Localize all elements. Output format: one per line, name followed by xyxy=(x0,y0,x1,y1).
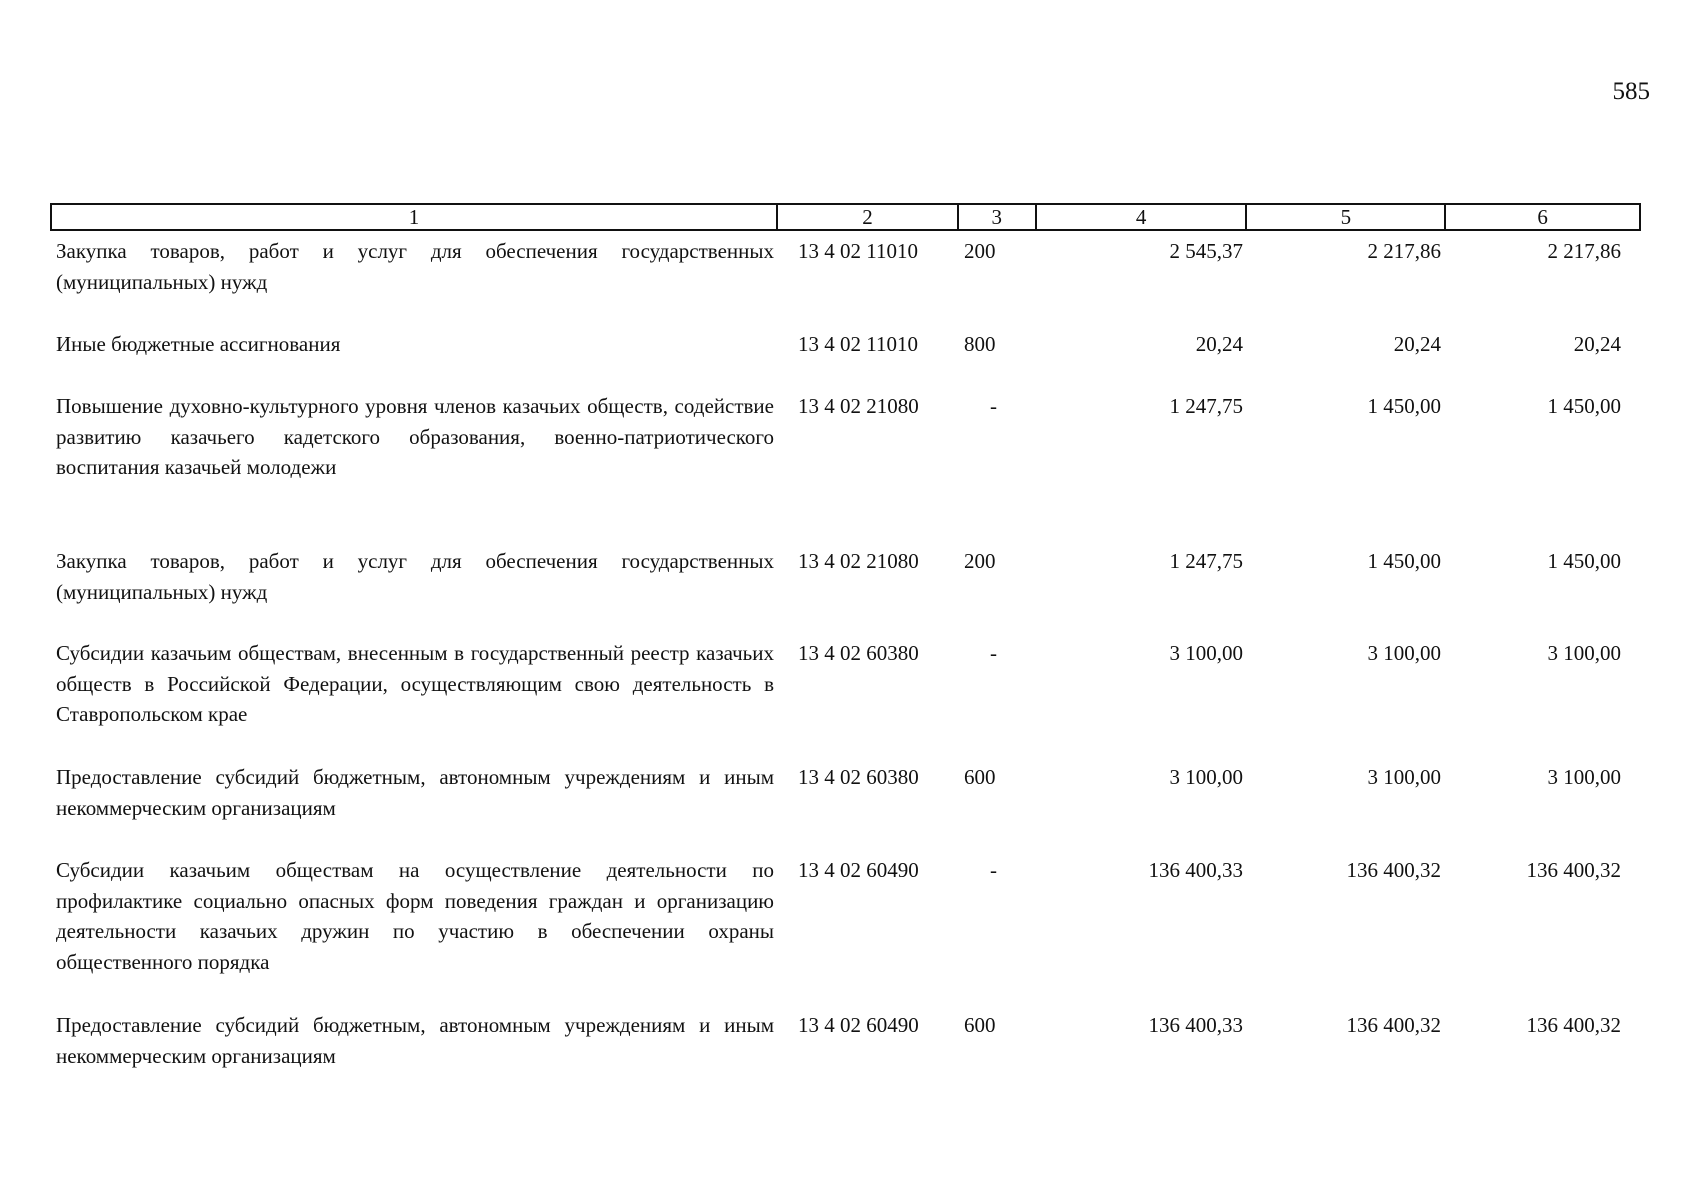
row-code: 13 4 02 60490 xyxy=(798,858,919,882)
row-value-5: 2 217,86 xyxy=(1367,239,1441,263)
row-name: Закупка товаров, работ и услуг для обеспечения государственных (муниципальных) нужд xyxy=(56,549,774,604)
row-type: 600 xyxy=(964,1013,996,1037)
row-name: Предоставление субсидий бюджетным, автономным учреждениям и иным некоммерческим организациям xyxy=(56,1013,774,1068)
row-code: 13 4 02 60380 xyxy=(798,765,919,789)
row-value-6: 136 400,32 xyxy=(1526,858,1621,882)
row-type: - xyxy=(990,641,997,665)
row-value-6: 2 217,86 xyxy=(1547,239,1621,263)
row-value-6: 20,24 xyxy=(1573,332,1621,356)
row-name: Иные бюджетные ассигнования xyxy=(56,332,341,356)
row-value-5: 1 450,00 xyxy=(1367,394,1441,418)
row-name: Субсидии казачьим обществам, внесенным в государственный реестр казачьих обществ в Российской Федерации, осуществляющим свою деятельность в Ставропольском крае xyxy=(56,641,774,726)
row-value-5: 3 100,00 xyxy=(1367,765,1441,789)
row-value-5: 136 400,32 xyxy=(1346,858,1441,882)
row-code: 13 4 02 21080 xyxy=(798,549,919,573)
column-header-4: 4 xyxy=(1037,205,1248,229)
row-value-5: 1 450,00 xyxy=(1367,549,1441,573)
row-value-6: 1 450,00 xyxy=(1547,549,1621,573)
row-value-4: 2 545,37 xyxy=(1169,239,1243,263)
row-code: 13 4 02 60380 xyxy=(798,641,919,665)
row-type: - xyxy=(990,394,997,418)
row-name: Субсидии казачьим обществам на осуществление деятельности по профилактике социально опасных форм поведения граждан и организацию деятельности казачьих дружин по участию в обеспечении охраны общественного порядка xyxy=(56,858,774,974)
row-value-4: 1 247,75 xyxy=(1169,549,1243,573)
row-name: Предоставление субсидий бюджетным, автономным учреждениям и иным некоммерческим организациям xyxy=(56,765,774,820)
row-value-4: 20,24 xyxy=(1195,332,1243,356)
row-value-6: 1 450,00 xyxy=(1547,394,1621,418)
page-number: 585 xyxy=(1612,78,1650,105)
row-type: 200 xyxy=(964,239,996,263)
column-header-6: 6 xyxy=(1537,205,1548,229)
column-header-row xyxy=(50,203,1641,231)
row-code: 13 4 02 11010 xyxy=(798,239,918,263)
row-code: 13 4 02 21080 xyxy=(798,394,919,418)
row-name: Закупка товаров, работ и услуг для обеспечения государственных (муниципальных) нужд xyxy=(56,239,774,294)
row-value-6: 3 100,00 xyxy=(1547,641,1621,665)
row-value-4: 3 100,00 xyxy=(1169,765,1243,789)
column-header-1: 1 xyxy=(52,205,778,229)
row-value-6: 3 100,00 xyxy=(1547,765,1621,789)
row-type: 800 xyxy=(964,332,996,356)
row-value-5: 20,24 xyxy=(1393,332,1441,356)
column-header-5: 5 xyxy=(1247,205,1446,229)
row-value-4: 1 247,75 xyxy=(1169,394,1243,418)
row-code: 13 4 02 11010 xyxy=(798,332,918,356)
row-value-4: 3 100,00 xyxy=(1169,641,1243,665)
row-value-5: 136 400,32 xyxy=(1346,1013,1441,1037)
column-header-2: 2 xyxy=(778,205,959,229)
row-value-5: 3 100,00 xyxy=(1367,641,1441,665)
row-name: Повышение духовно-культурного уровня членов казачьих обществ, содействие развитию казачьего кадетского образования, военно-патриотического воспитания казачьей молодежи xyxy=(56,394,774,479)
row-type: - xyxy=(990,858,997,882)
row-type: 200 xyxy=(964,549,996,573)
row-code: 13 4 02 60490 xyxy=(798,1013,919,1037)
column-header-3: 3 xyxy=(959,205,1037,229)
row-value-4: 136 400,33 xyxy=(1148,858,1243,882)
row-value-4: 136 400,33 xyxy=(1148,1013,1243,1037)
row-value-6: 136 400,32 xyxy=(1526,1013,1621,1037)
row-type: 600 xyxy=(964,765,996,789)
